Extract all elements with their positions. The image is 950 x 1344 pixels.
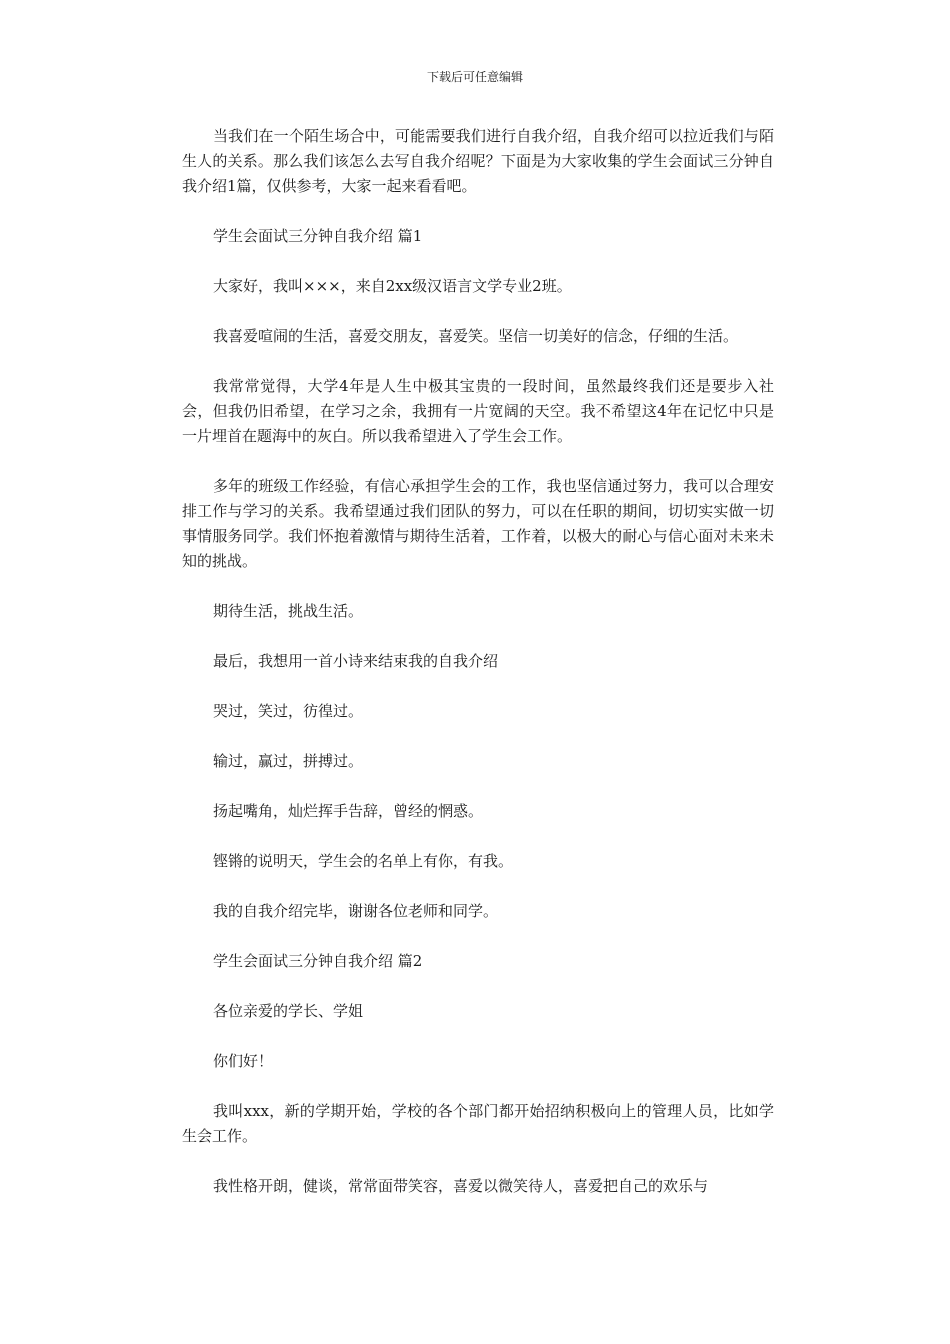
poem-line: 铿锵的说明天，学生会的名单上有你，有我。 [213,852,514,870]
paragraph: 我性格开朗，健谈，常常面带笑容，喜爱以微笑待人，喜爱把自己的欢乐与 [213,1177,709,1195]
intro-paragraph: 当我们在一个陌生场合中，可能需要我们进行自我介绍，自我介绍可以拉近我们与陌生人的关系。那么我们该怎么去写自我介绍呢？下面是为大家收集的学生会面试三分钟自我介绍1篇，仅供参考，大家一起来看看吧。 [182,127,774,195]
poem-line: 哭过，笑过，彷徨过。 [213,702,364,720]
paragraph: 我的自我介绍完毕，谢谢各位老师和同学。 [213,902,499,920]
paragraph: 我叫xxx，新的学期开始，学校的各个部门都开始招纳积极向上的管理人员，比如学生会工作。 [182,1102,774,1145]
document-body [182,124,774,1224]
paragraph: 你们好！ [213,1052,274,1070]
paragraph: 期待生活，挑战生活。 [213,602,364,620]
poem-line: 输过，赢过，拼搏过。 [213,752,364,770]
paragraph: 各位亲爱的学长、学姐 [213,1002,364,1020]
page-header: 下载后可任意编辑 [426,70,523,84]
paragraph: 我喜爱喧闹的生活，喜爱交朋友，喜爱笑。坚信一切美好的信念，仔细的生活。 [213,327,739,345]
paragraph: 最后，我想用一首小诗来结束我的自我介绍 [213,652,499,670]
section-heading-1: 学生会面试三分钟自我介绍 篇1 [213,227,423,245]
paragraph: 多年的班级工作经验，有信心承担学生会的工作，我也坚信通过努力，我可以合理安排工作与学习的关系。我希望通过我们团队的努力，可以在任职的期间，切切实实做一切事情服务同学。我们怀抱着激情与期待生活着，工作着，以极大的耐心与信心面对未来未知的挑战。 [182,477,774,570]
section-heading-2: 学生会面试三分钟自我介绍 篇2 [213,952,423,970]
poem-line: 扬起嘴角，灿烂挥手告辞，曾经的惘惑。 [213,802,484,820]
paragraph: 大家好，我叫×××，来自2xx级汉语言文学专业2班。 [213,277,572,295]
paragraph: 我常常觉得，大学4年是人生中极其宝贵的一段时间，虽然最终我们还是要步入社会，但我仍旧希望，在学习之余，我拥有一片宽阔的天空。我不希望这4年在记忆中只是一片埋首在题海中的灰白。所以我希望进入了学生会工作。 [182,377,774,445]
